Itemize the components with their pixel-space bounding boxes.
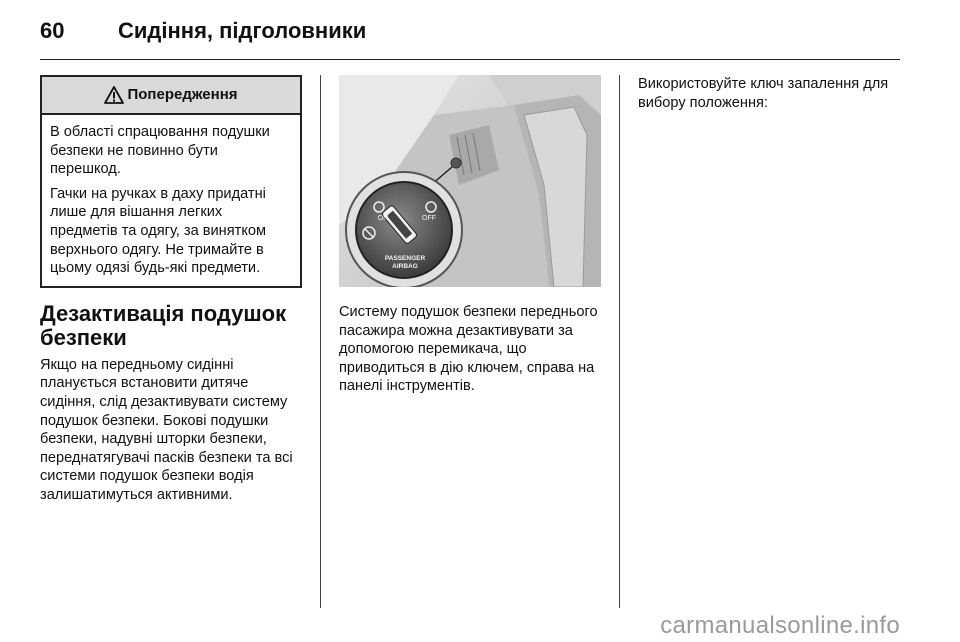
warning-box	[40, 75, 302, 288]
header-divider	[40, 59, 900, 60]
page-number: 60	[40, 18, 65, 43]
column-right	[638, 75, 900, 112]
switch-caption-line1: PASSENGER	[384, 255, 426, 262]
warning-header	[42, 77, 300, 115]
column-middle	[339, 75, 601, 396]
warning-body	[42, 115, 300, 286]
column-divider-2	[619, 75, 620, 608]
section-heading: Дезактивація подушок безпеки	[40, 300, 287, 350]
warning-triangle-icon	[104, 86, 124, 104]
switch-off-label: OFF	[422, 215, 436, 222]
airbag-switch-figure	[339, 75, 601, 287]
column3-text: Використовуйте ключ запалення для вибору положення:	[638, 76, 889, 111]
switch-on-label: ON	[377, 215, 389, 222]
figure-caption: Систему подушок безпеки переднього пасажира можна дезактивувати за допомогою перемикача, що приводиться в дію ключем, справа на панелі інструментів.	[339, 304, 598, 395]
section-body: Якщо на передньому сидінні планується встановити дитяче сидіння, слід дезактивувати систему подушок безпеки. Бокові подушки безпеки, надувні шторки безпеки, переднатягувачі пасків безпеки та всі системи подушок безпеки водія залишатимуться активними.	[40, 356, 293, 503]
column-divider-1	[320, 75, 321, 608]
column-left	[40, 75, 302, 505]
switch-caption-line2: AIRBAG	[392, 263, 418, 270]
page-title: Сидіння, підголовники	[118, 18, 367, 43]
warning-heading: Попередження	[127, 85, 238, 103]
dashboard-illustration	[339, 75, 601, 287]
warning-paragraph-2: Гачки на ручках в даху придатні лише для вішання легких предметів та одягу, за винятком верхнього одягу. Не тримайте в цьому одязі будь-які предмети.	[50, 185, 267, 277]
page-header	[40, 18, 366, 48]
warning-paragraph-1: В області спрацювання подушки безпеки не повинно бути перешкод.	[50, 124, 270, 178]
watermark: carmanualsonline.info	[660, 612, 900, 639]
